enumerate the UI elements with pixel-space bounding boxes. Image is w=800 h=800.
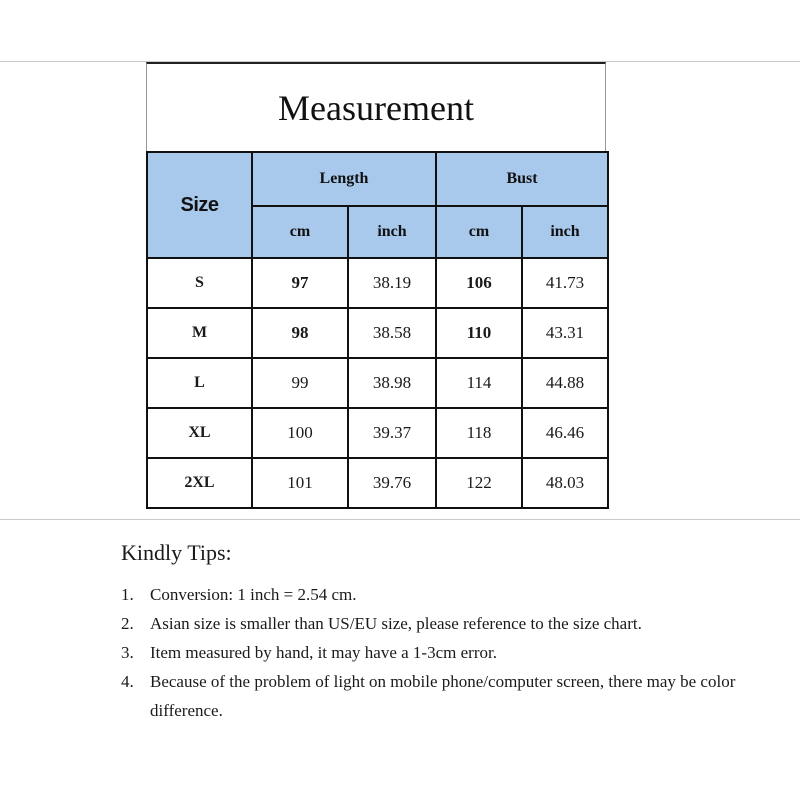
list-item-text: Asian size is smaller than US/EU size, please reference to the size chart. [150,614,642,633]
length-cm-cell: 100 [252,408,348,458]
size-chart-table [146,151,609,509]
list-item-text: Conversion: 1 inch = 2.54 cm. [150,585,357,604]
kindly-tips [121,540,781,725]
bust-inch-header: inch [522,206,608,258]
length-inch-header: inch [348,206,436,258]
list-item [121,638,781,667]
table-row [147,308,608,358]
list-item-number: 3. [121,643,134,662]
list-item-number: 1. [121,585,134,604]
table-row [147,258,608,308]
length-inch-cell: 39.76 [348,458,436,508]
size-cell: S [147,258,252,308]
list-item-text: Item measured by hand, it may have a 1-3cm error. [150,643,497,662]
bust-cm-cell: 110 [436,308,522,358]
length-inch-cell: 38.58 [348,308,436,358]
length-inch-cell: 38.19 [348,258,436,308]
size-cell: L [147,358,252,408]
list-item [121,609,781,638]
tips-list [121,580,781,725]
list-item [121,667,781,725]
bust-cm-cell: 106 [436,258,522,308]
length-cm-header: cm [252,206,348,258]
size-cell: 2XL [147,458,252,508]
table-row [147,408,608,458]
bust-cm-cell: 122 [436,458,522,508]
length-inch-cell: 39.37 [348,408,436,458]
table-row [147,358,608,408]
list-item-number: 4. [121,672,134,691]
size-cell: XL [147,408,252,458]
bust-inch-cell: 44.88 [522,358,608,408]
length-cm-cell: 97 [252,258,348,308]
size-cell: M [147,308,252,358]
length-cm-cell: 101 [252,458,348,508]
length-cm-cell: 99 [252,358,348,408]
length-cm-cell: 98 [252,308,348,358]
bust-cm-cell: 114 [436,358,522,408]
bust-inch-cell: 43.31 [522,308,608,358]
bottom-divider [0,519,800,520]
bust-inch-cell: 46.46 [522,408,608,458]
bust-group-header: Bust [436,152,608,206]
tips-title: Kindly Tips: [121,540,232,565]
bust-inch-cell: 41.73 [522,258,608,308]
table-row [147,458,608,508]
bust-inch-cell: 48.03 [522,458,608,508]
table-title: Measurement [146,62,606,151]
list-item [121,580,781,609]
size-column-header: Size [147,152,252,258]
bust-cm-cell: 118 [436,408,522,458]
bust-cm-header: cm [436,206,522,258]
length-group-header: Length [252,152,436,206]
list-item-text: Because of the problem of light on mobile phone/computer screen, there may be color difference. [150,672,736,720]
length-inch-cell: 38.98 [348,358,436,408]
list-item-number: 2. [121,614,134,633]
